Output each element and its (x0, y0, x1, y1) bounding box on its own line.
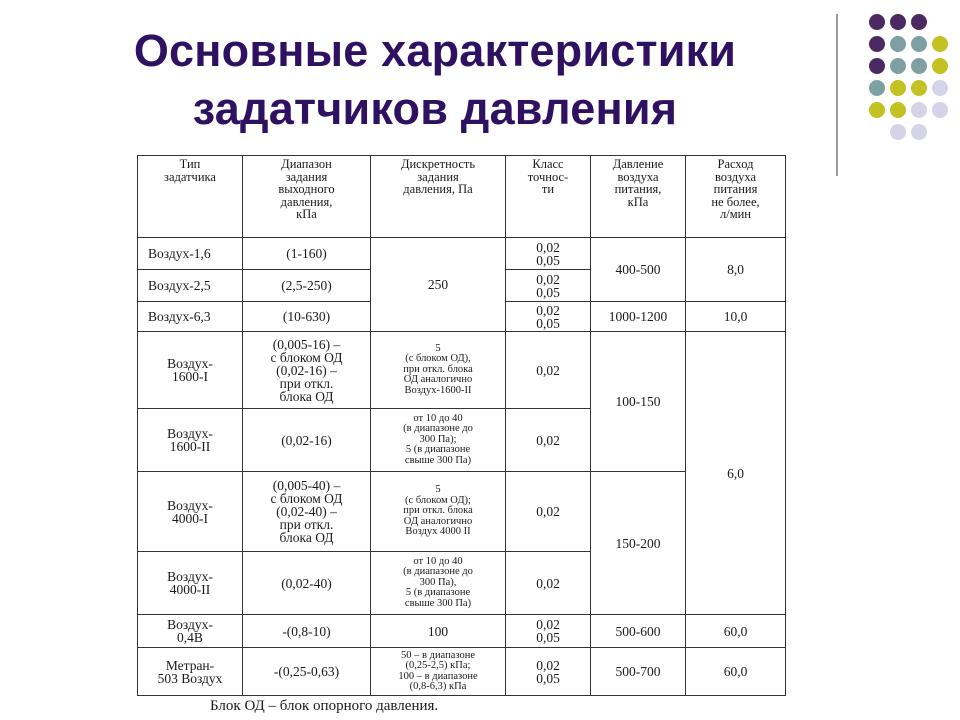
cell-accuracy: 0,02 (506, 332, 591, 409)
table-row (138, 615, 786, 648)
decorative-dot (869, 102, 885, 118)
cell-type: Воздух-1,6 (138, 238, 243, 270)
cell-accuracy: 0,02 0,05 (506, 648, 591, 696)
cell-pressure-merged: 400-500 (591, 238, 686, 302)
cell-accuracy: 0,02 (506, 552, 591, 615)
decorative-dot (932, 102, 948, 118)
decorative-dot (890, 14, 906, 30)
cell-flow: 60,0 (686, 648, 786, 696)
cell-discreteness: от 10 до 40 (в диапазоне до 300 Па), 5 (в диапазоне свыше 300 Па) (371, 552, 506, 615)
decorative-dot (911, 102, 927, 118)
decorative-dot (890, 124, 906, 140)
cell-discreteness: от 10 до 40 (в диапазоне до 300 Па); 5 (в диапазоне свыше 300 Па) (371, 409, 506, 472)
cell-discreteness: 5 (с блоком ОД), при откл. блока ОД аналогично Воздух-1600-II (371, 332, 506, 409)
cell-pressure-merged: 150-200 (591, 472, 686, 615)
slide-title: Основные характеристики задатчиков давления (133, 25, 737, 134)
table-header-row (138, 156, 786, 238)
cell-accuracy: 0,02 (506, 472, 591, 552)
decorative-dot (869, 80, 885, 96)
header-pressure: Давление воздуха питания, кПа (591, 156, 686, 238)
table-row (138, 238, 786, 270)
cell-accuracy: 0,02 (506, 409, 591, 472)
decorative-dot (911, 58, 927, 74)
cell-type: Воздух- 4000-II (138, 552, 243, 615)
decorative-divider (836, 14, 838, 176)
cell-range: (2,5-250) (243, 270, 371, 302)
cell-discreteness: 100 (371, 615, 506, 648)
cell-range: (0,02-16) (243, 409, 371, 472)
cell-accuracy: 0,02 0,05 (506, 615, 591, 648)
cell-discreteness: 5 (с блоком ОД); при откл. блока ОД аналогично Воздух 4000 II (371, 472, 506, 552)
cell-range: (1-160) (243, 238, 371, 270)
cell-discreteness-merged: 250 (371, 238, 506, 332)
cell-accuracy: 0,02 0,05 (506, 302, 591, 332)
decorative-dot (911, 124, 927, 140)
cell-type: Воздух- 0,4В (138, 615, 243, 648)
cell-range: -(0,25-0,63) (243, 648, 371, 696)
decorative-dot (911, 80, 927, 96)
cell-type: Воздух- 1600-I (138, 332, 243, 409)
decorative-dot (869, 14, 885, 30)
decorative-dot (932, 58, 948, 74)
cell-discreteness: 50 – в диапазоне (0,25-2,5) кПа; 100 – в диапазоне (0,8-6,3) кПа (371, 648, 506, 696)
spec-table (137, 155, 786, 696)
header-type: Тип задатчика (138, 156, 243, 238)
table-footnote: Блок ОД – блок опорного давления. (210, 698, 439, 714)
header-discreteness: Дискретность задания давления, Па (371, 156, 506, 238)
cell-flow-merged: 8,0 (686, 238, 786, 302)
table-row (138, 332, 786, 409)
header-range: Диапазон задания выходного давления, кПа (243, 156, 371, 238)
cell-range: -(0,8-10) (243, 615, 371, 648)
cell-range: (0,005-40) – с блоком ОД (0,02-40) – при откл. блока ОД (243, 472, 371, 552)
decorative-dot (932, 80, 948, 96)
cell-range: (0,02-40) (243, 552, 371, 615)
header-accuracy: Класс точнос- ти (506, 156, 591, 238)
decorative-dot (869, 58, 885, 74)
cell-accuracy: 0,02 0,05 (506, 270, 591, 302)
cell-flow: 60,0 (686, 615, 786, 648)
cell-type: Воздух- 1600-II (138, 409, 243, 472)
cell-pressure-merged: 100-150 (591, 332, 686, 472)
cell-type: Воздух- 4000-I (138, 472, 243, 552)
decorative-dot (890, 102, 906, 118)
spec-table-image (130, 150, 800, 720)
decorative-dot (890, 36, 906, 52)
decorative-dot (932, 36, 948, 52)
cell-range: (0,005-16) – с блоком ОД (0,02-16) – при откл. блока ОД (243, 332, 371, 409)
table-row (138, 648, 786, 696)
decorative-dot (890, 80, 906, 96)
cell-flow-merged: 6,0 (686, 332, 786, 615)
cell-range: (10-630) (243, 302, 371, 332)
cell-pressure: 500-700 (591, 648, 686, 696)
header-flow: Расход воздуха питания не более, л/мин (686, 156, 786, 238)
cell-type: Воздух-2,5 (138, 270, 243, 302)
cell-flow: 10,0 (686, 302, 786, 332)
decorative-dot (911, 14, 927, 30)
cell-accuracy: 0,02 0,05 (506, 238, 591, 270)
cell-pressure: 1000-1200 (591, 302, 686, 332)
decorative-dot (911, 36, 927, 52)
cell-type: Воздух-6,3 (138, 302, 243, 332)
decorative-dot (869, 36, 885, 52)
cell-pressure: 500-600 (591, 615, 686, 648)
decorative-dot (890, 58, 906, 74)
cell-type: Метран- 503 Воздух (138, 648, 243, 696)
